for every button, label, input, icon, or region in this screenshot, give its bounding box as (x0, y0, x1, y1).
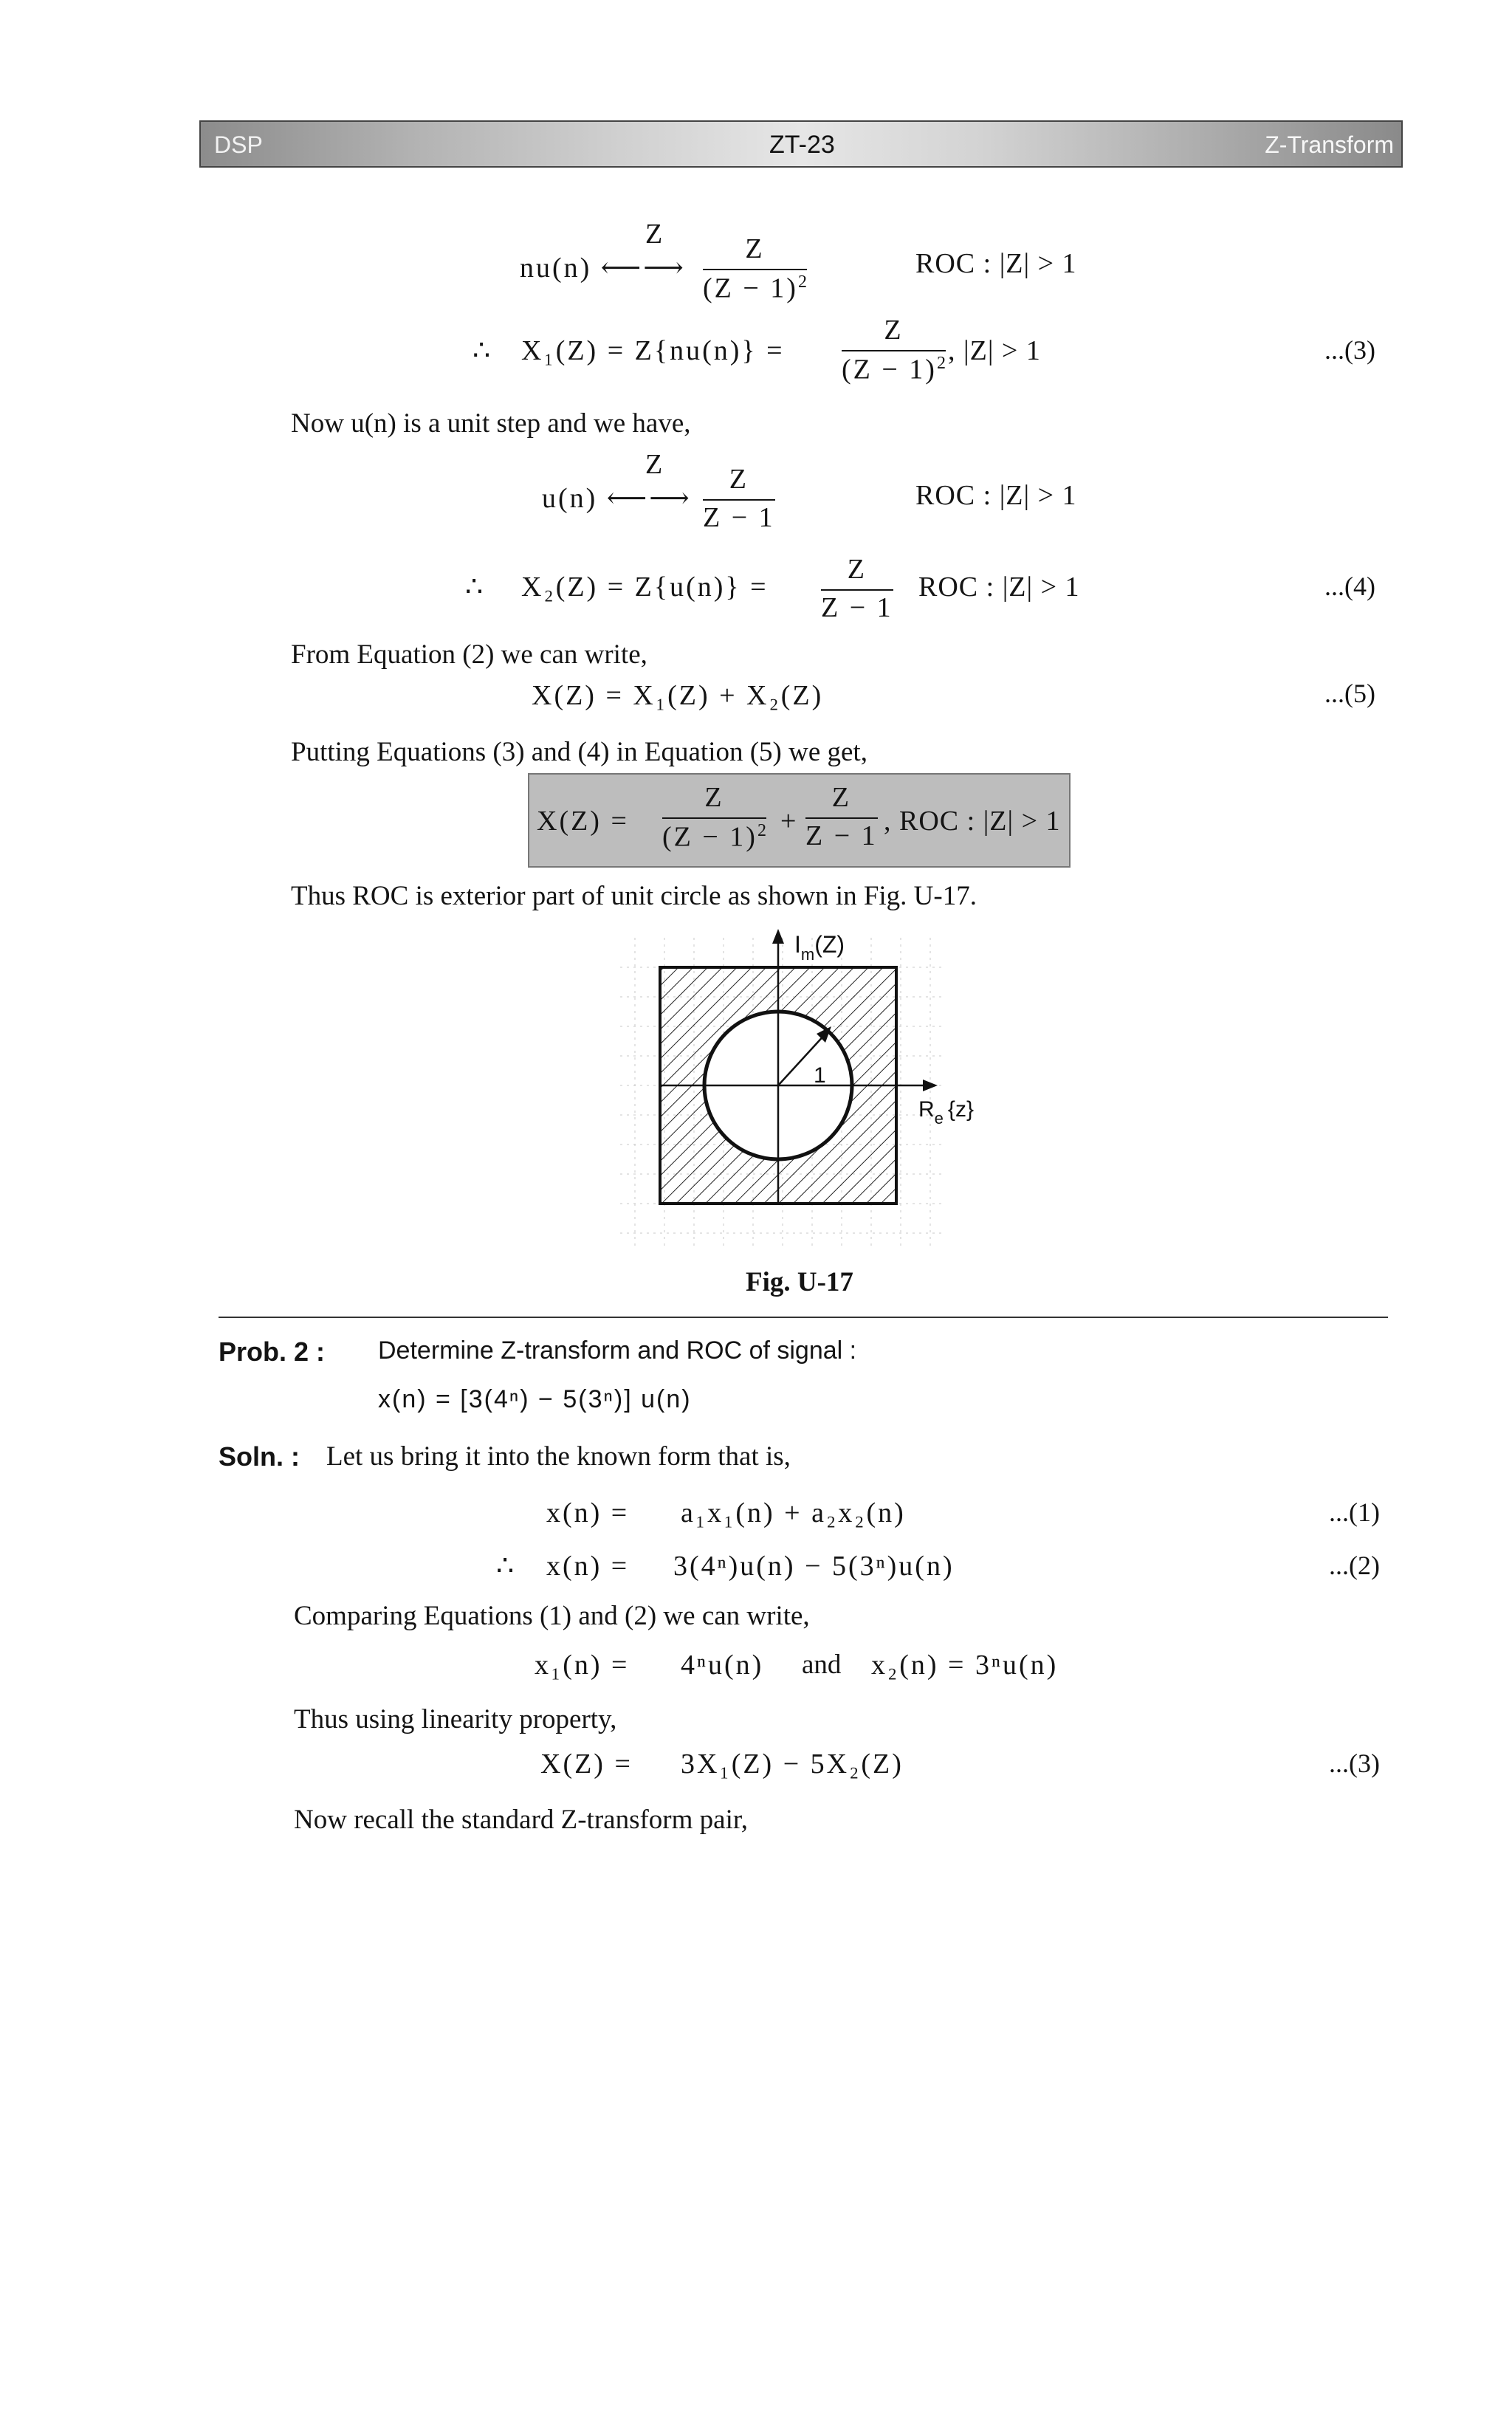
fraction-bar (805, 817, 878, 819)
denominator: $(Z - 1)^2$ (662, 820, 766, 853)
numerator: Z (704, 782, 724, 813)
paragraph: Comparing Equations (1) and (2) we can write, (294, 1601, 810, 1631)
denominator: Z − 1 (703, 501, 775, 533)
equation-number: ...(1) (1329, 1497, 1380, 1527)
fraction-bar (703, 499, 775, 501)
transform-symbol: Z (645, 449, 665, 480)
fraction-bar (842, 350, 946, 351)
numerator: Z (729, 464, 749, 495)
numerator: Z (831, 782, 851, 813)
problem-label: Prob. 2 : (219, 1336, 326, 1367)
therefore-symbol: ∴ (465, 572, 486, 603)
denominator: $(Z - 1)^2$ (842, 353, 946, 385)
x1n-lhs: x₁(n) = (535, 1650, 630, 1681)
xz-sum-equation: X(Z) = X₁(Z) + X₂(Z) (532, 680, 824, 711)
x1z-equation: X₁(Z) = Z{nu(n)} = (521, 335, 785, 366)
linear-lhs: X(Z) = (540, 1749, 633, 1780)
equation-number: ...(5) (1324, 679, 1375, 708)
boxed-lhs: X(Z) = (537, 806, 629, 837)
paragraph: Thus using linearity property, (294, 1704, 617, 1734)
paragraph: Putting Equations (3) and (4) in Equation (5) we get, (291, 737, 867, 767)
numerator: Z (745, 233, 765, 264)
roc-figure (605, 923, 989, 1270)
equation-number: ...(2) (1329, 1551, 1380, 1580)
nu-pair-lhs: nu(n) ⟵⟶ (520, 253, 686, 284)
equation-number: ...(3) (1329, 1749, 1380, 1778)
paragraph: From Equation (2) we can write, (291, 639, 647, 670)
x1z-fraction (842, 316, 946, 385)
fraction-bar (662, 817, 766, 819)
fraction-bar (821, 589, 893, 591)
transform-symbol: Z (645, 219, 665, 250)
paragraph: Let us bring it into the known form that is, (326, 1441, 791, 1472)
equation-rhs: 3(4ⁿ)u(n) − 5(3ⁿ)u(n) (673, 1551, 955, 1582)
equation-number: ...(3) (1324, 335, 1375, 365)
solution-label: Soln. : (219, 1441, 300, 1472)
real-axis-label: $R_e$ {z} (918, 1097, 974, 1128)
figure-caption: Fig. U-17 (746, 1267, 853, 1297)
x2n-definition: x₂(n) = 3ⁿu(n) (871, 1650, 1059, 1681)
paragraph: Now recall the standard Z-transform pair, (294, 1805, 748, 1835)
problem-signal: x(n) = [3(4ⁿ) − 5(3ⁿ)] u(n) (378, 1385, 692, 1413)
header-right-label: Z-Transform (1265, 131, 1394, 158)
boxed-roc: , ROC : |Z| > 1 (884, 806, 1061, 837)
boxed-result (528, 773, 1071, 868)
equation-rhs: a₁x₁(n) + a₂x₂(n) (681, 1497, 906, 1528)
x2z-fraction (821, 555, 893, 623)
and-word: and (802, 1650, 842, 1680)
linear-rhs: 3X₁(Z) − 5X₂(Z) (681, 1749, 904, 1780)
numerator: Z (847, 554, 867, 585)
equation-lhs: x(n) = (546, 1551, 630, 1582)
numerator: Z (884, 315, 904, 346)
equation-lhs: x(n) = (546, 1497, 630, 1528)
roc-text: ROC : |Z| > 1 (918, 572, 1080, 603)
u-pair-fraction (703, 465, 775, 533)
header-left-label: DSP (214, 131, 263, 158)
roc-inline: , |Z| > 1 (948, 335, 1041, 366)
nu-pair-fraction (703, 235, 807, 303)
problem-statement: Determine Z-transform and ROC of signal : (378, 1336, 857, 1365)
boxed-fraction-2 (805, 783, 878, 851)
u-pair-lhs: u(n) ⟵⟶ (542, 483, 692, 514)
fraction-bar (703, 269, 807, 270)
denominator: $(Z - 1)^2$ (703, 272, 807, 304)
section-divider (219, 1317, 1388, 1318)
equation-number: ...(4) (1324, 572, 1375, 601)
plus-sign: + (780, 806, 799, 837)
paragraph: Now u(n) is a unit step and we have, (291, 408, 691, 439)
imaginary-axis-label: $I_m(Z)$ (794, 931, 845, 964)
denominator: Z − 1 (805, 820, 878, 851)
denominator: Z − 1 (821, 591, 893, 623)
therefore-symbol: ∴ (496, 1551, 517, 1582)
imaginary-axis-arrow (772, 929, 784, 944)
radius-label: 1 (814, 1063, 826, 1088)
x2z-equation: X₂(Z) = Z{u(n)} = (521, 572, 769, 603)
paragraph: Thus ROC is exterior part of unit circle as shown in Fig. U-17. (291, 881, 977, 911)
roc-text: ROC : |Z| > 1 (915, 480, 1077, 511)
page-number: ZT-23 (769, 131, 835, 159)
roc-text: ROC : |Z| > 1 (915, 248, 1077, 279)
therefore-symbol: ∴ (472, 335, 493, 366)
x1n-rhs: 4ⁿu(n) (681, 1650, 764, 1681)
page-header (199, 120, 1403, 168)
real-axis-arrow (923, 1080, 938, 1091)
boxed-fraction-1 (662, 783, 766, 852)
